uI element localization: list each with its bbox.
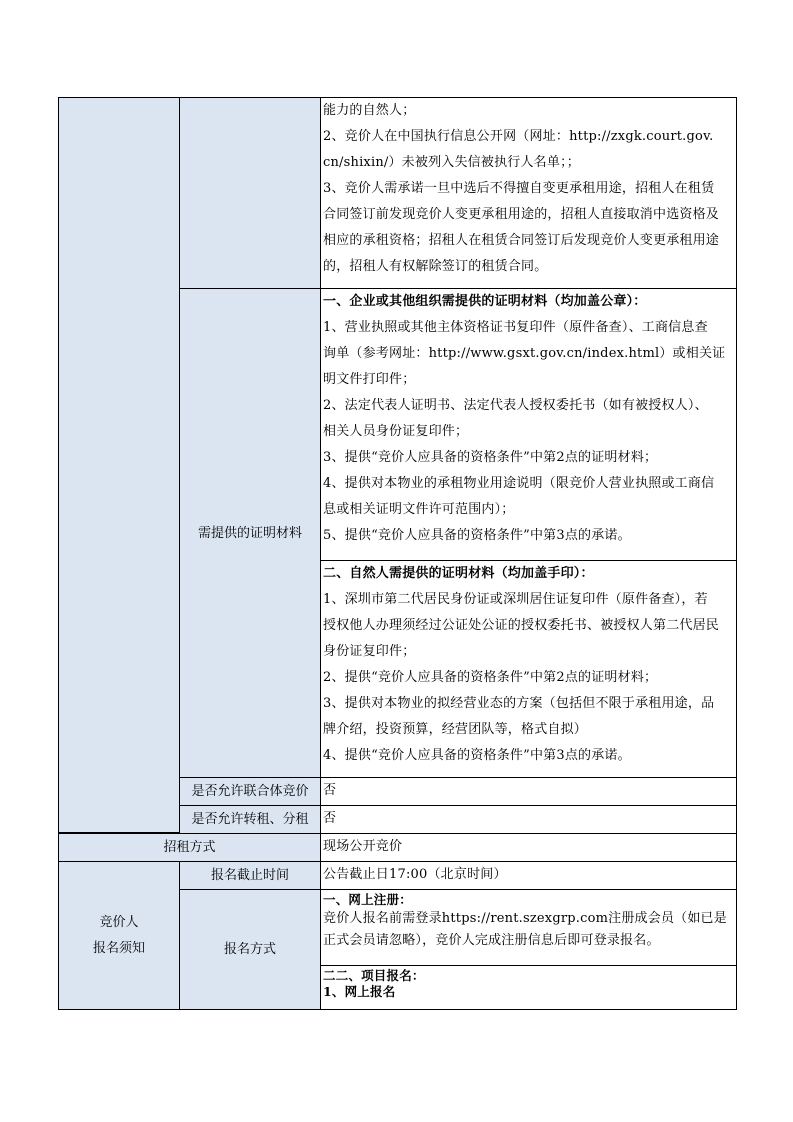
individual-line: 身份证复印件； <box>323 644 416 659</box>
mid-category-cell-top <box>179 97 321 289</box>
individual-line: 授权他人办理须经过公证处公证的授权委托书、被授权人第二代居民 <box>323 618 720 633</box>
enterprise-line: 5、提供“竞价人应具备的资格条件”中第3点的承诺。 <box>323 528 631 543</box>
individual-line: 2、提供“竞价人应具备的资格条件”中第2点的证明材料； <box>323 670 658 685</box>
project-signup-sub: 1、网上报名 <box>323 984 396 999</box>
individual-heading: 二、自然人需提供的证明材料（均加盖手印）： <box>323 566 594 581</box>
individual-line: 牌介绍，投资预算，经营团队等，格式自拟） <box>323 722 588 737</box>
enterprise-line: 相关人员身份证复印件； <box>323 424 469 439</box>
joint-bid-label: 是否允许联合体竞价 <box>191 784 309 799</box>
enterprise-materials-cell <box>320 288 737 561</box>
signup-project-cell <box>320 965 737 1010</box>
deadline-label-cell <box>179 861 321 890</box>
sublet-label: 是否允许转租、分租 <box>191 812 309 827</box>
enterprise-line: 3、提供“竞价人应具备的资格条件”中第2点的证明材料； <box>323 450 658 465</box>
method-label-cell <box>58 833 321 862</box>
continuation-line: 相应的承租资格；招租人在租赁合同签订后发现竞价人变更承租用途 <box>323 233 720 248</box>
enterprise-line: 询单（参考网址：http://www.gsxt.gov.cn/index.html）或相关证 <box>323 346 726 361</box>
online-register-line: 正式会员请忽略），竞价人完成注册信息后即可登录报名。 <box>323 933 660 948</box>
individual-line: 4、提供“竞价人应具备的资格条件”中第3点的承诺。 <box>323 748 631 763</box>
materials-label: 需提供的证明材料 <box>197 525 302 541</box>
qualification-continuation-cell <box>320 97 737 289</box>
continuation-line: 2、竞价人在中国执行信息公开网（网址：http://zxgk.court.gov. <box>323 129 714 144</box>
signup-label-cell <box>179 889 321 1010</box>
method-value: 现场公开竞价 <box>323 839 403 854</box>
sublet-label-cell <box>179 805 321 834</box>
continuation-line: 能力的自然人； <box>323 103 416 118</box>
individual-line: 3、提供对本物业的拟经营业态的方案（包括但不限于承租用途，品 <box>323 696 715 711</box>
enterprise-line: 4、提供对本物业的承租物业用途说明（限竞价人营业执照或工商信 <box>323 476 715 491</box>
individual-materials-cell <box>320 560 737 778</box>
enterprise-line: 息或相关证明文件许可范围内）； <box>323 502 515 517</box>
notice-label-cell <box>58 861 180 1010</box>
notice-label-line1: 竞价人 <box>99 914 139 930</box>
continuation-line: 的，招租人有权解除签订的租赁合同。 <box>323 259 548 274</box>
left-category-cell <box>58 97 180 833</box>
online-register-heading: 一、网上注册： <box>323 892 412 907</box>
enterprise-heading: 一、企业或其他组织需提供的证明材料（均加盖公章）： <box>323 294 647 309</box>
enterprise-line: 明文件打印件； <box>323 372 416 387</box>
continuation-line: 3、竞价人需承诺一旦中选后不得擅自变更承租用途，招租人在租赁 <box>323 181 715 196</box>
deadline-value: 公告截止日17:00（北京时间） <box>323 867 507 882</box>
project-signup-heading: 二二、项目报名： <box>323 968 425 983</box>
joint-bid-label-cell <box>179 777 321 806</box>
deadline-value-cell <box>320 861 737 890</box>
deadline-label: 报名截止时间 <box>210 868 289 883</box>
enterprise-line: 2、法定代表人证明书、法定代表人授权委托书（如有被授权人）、 <box>323 398 708 413</box>
signup-label: 报名方式 <box>223 942 276 957</box>
signup-online-cell <box>320 889 737 966</box>
sublet-value-cell <box>320 805 737 834</box>
joint-bid-value-cell <box>320 777 737 806</box>
sublet-value: 否 <box>323 811 337 826</box>
materials-label-cell <box>179 288 321 778</box>
enterprise-line: 1、营业执照或其他主体资格证书复印件（原件备查）、工商信息查 <box>323 320 708 335</box>
online-register-line: 竞价人报名前需登录https://rent.szexgrp.com注册成会员（如已是 <box>323 911 727 926</box>
individual-line: 1、深圳市第二代居民身份证或深圳居住证复印件（原件备查），若 <box>323 592 708 607</box>
notice-label-line2: 报名须知 <box>92 940 145 956</box>
method-label: 招租方式 <box>163 840 216 855</box>
method-value-cell <box>320 833 737 862</box>
joint-bid-value: 否 <box>323 783 337 798</box>
continuation-line: 合同签订前发现竞价人变更承租用途的，招租人直接取消中选资格及 <box>323 207 720 222</box>
continuation-line: cn/shixin/）未被列入失信被执行人名单；； <box>323 155 580 170</box>
